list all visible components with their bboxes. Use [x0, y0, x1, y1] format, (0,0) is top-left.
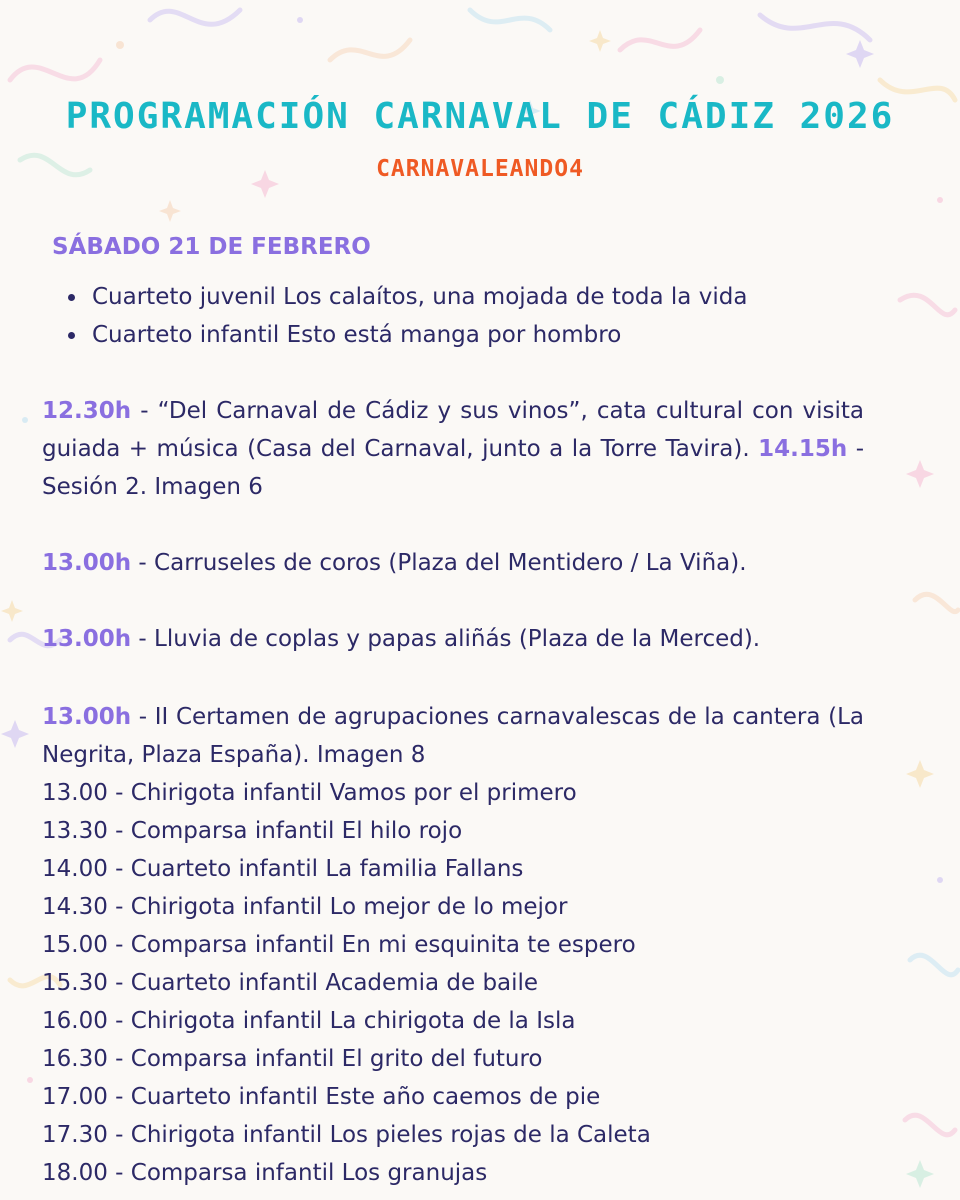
schedule-item: 15.00 - Comparsa infantil En mi esquinita te espero — [42, 932, 636, 958]
schedule-item: 17.00 - Cuarteto infantil Este año caemos de pie — [42, 1084, 601, 1110]
event-time: 13.00h — [42, 626, 132, 652]
event-text: - Carruseles de coros (Plaza del Mentidero / La Viña). — [131, 550, 747, 576]
bullet-list — [68, 278, 747, 354]
schedule-item: 13.00 - Chirigota infantil Vamos por el primero — [42, 780, 577, 806]
schedule-item: 13.30 - Comparsa infantil El hilo rojo — [42, 818, 463, 844]
bullet-icon — [68, 332, 75, 339]
schedule-list — [42, 774, 864, 1192]
schedule-item: 15.30 - Cuarteto infantil Academia de baile — [42, 970, 539, 996]
page-title: PROGRAMACIÓN CARNAVAL DE CÁDIZ 2026 — [65, 96, 895, 137]
day-heading: SÁBADO 21 DE FEBRERO — [52, 234, 371, 260]
event-time: 13.00h — [42, 704, 132, 730]
list-item-text: Cuarteto infantil Esto está manga por hombro — [92, 322, 622, 348]
event-paragraph — [42, 392, 864, 506]
schedule-item: 16.00 - Chirigota infantil La chirigota de la Isla — [42, 1008, 576, 1034]
event-time: 14.15h — [758, 436, 848, 462]
certamen-section — [42, 698, 864, 1192]
schedule-item: 14.30 - Chirigota infantil Lo mejor de lo mejor — [42, 894, 568, 920]
event-paragraph — [42, 698, 864, 774]
event-text: - Lluvia de coplas y papas aliñás (Plaza de la Merced). — [131, 626, 761, 652]
page-subtitle: CARNAVALEANDO4 — [376, 156, 584, 182]
event-paragraph — [42, 620, 864, 658]
event-text: - Sesión 2. Imagen 6 — [42, 436, 864, 500]
schedule-item: 16.30 - Comparsa infantil El grito del futuro — [42, 1046, 543, 1072]
event-text: - “Del Carnaval de Cádiz y sus vinos”, cata cultural con visita guiada + música (Casa del Carnaval, junto a la Torre Tavira). — [42, 398, 864, 462]
bullet-icon — [68, 294, 75, 301]
list-item — [68, 278, 747, 316]
list-item — [68, 316, 747, 354]
schedule-item: 18.00 - Comparsa infantil Los granujas — [42, 1160, 488, 1186]
event-text: - II Certamen de agrupaciones carnavalescas de la cantera (La Negrita, Plaza España). Imagen 8 — [42, 704, 864, 768]
event-paragraph — [42, 544, 864, 582]
schedule-item: 14.00 - Cuarteto infantil La familia Fallans — [42, 856, 524, 882]
event-time: 13.00h — [42, 550, 132, 576]
schedule-item: 17.30 - Chirigota infantil Los pieles rojas de la Caleta — [42, 1122, 651, 1148]
event-time: 12.30h — [42, 398, 132, 424]
list-item-text: Cuarteto juvenil Los calaítos, una mojada de toda la vida — [92, 284, 748, 310]
